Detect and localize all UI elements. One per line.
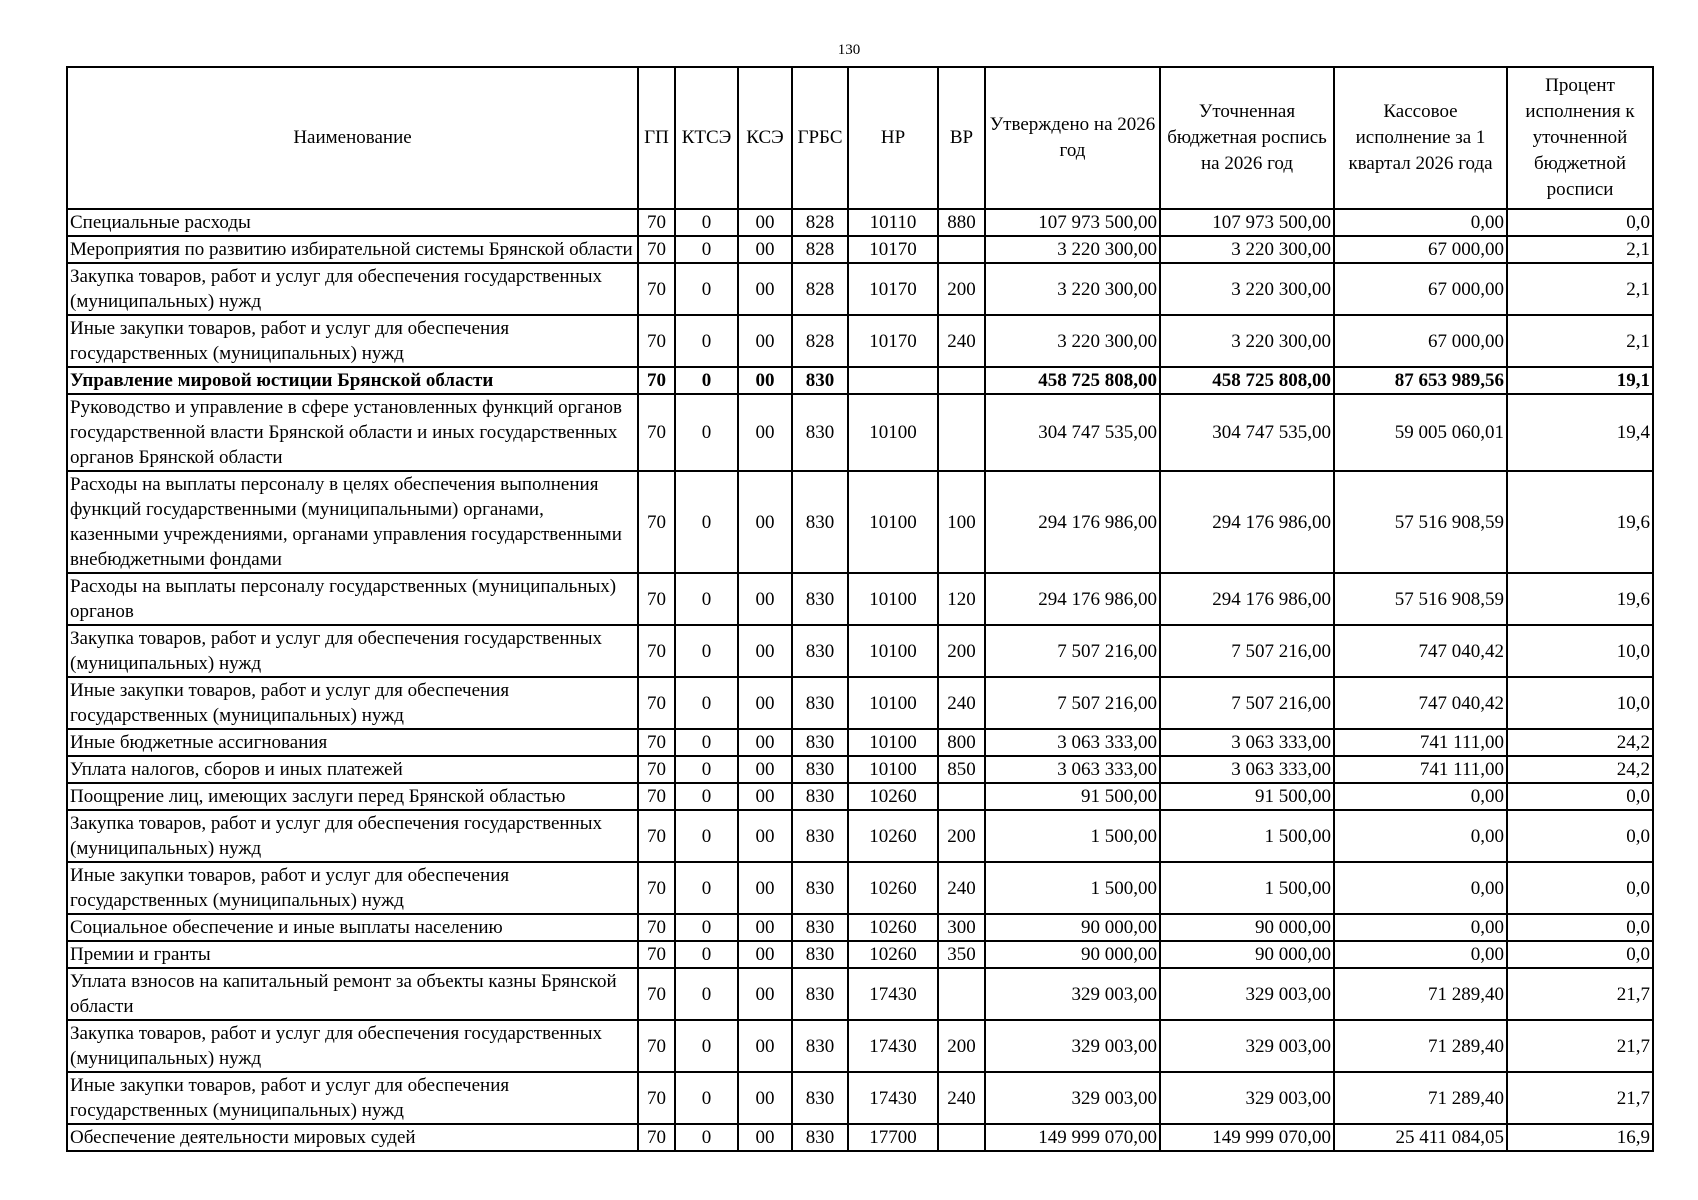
cell-vr: 850 bbox=[938, 756, 985, 783]
cell-name: Иные закупки товаров, работ и услуг для обеспечения государственных (муниципальных) нужд bbox=[67, 677, 638, 729]
cell-vr: 200 bbox=[938, 625, 985, 677]
cell-ktse: 0 bbox=[675, 729, 738, 756]
cell-name: Закупка товаров, работ и услуг для обеспечения государственных (муниципальных) нужд bbox=[67, 625, 638, 677]
cell-nr: 10170 bbox=[848, 315, 938, 367]
cell-vr bbox=[938, 968, 985, 1020]
cell-percent: 19,4 bbox=[1507, 394, 1653, 471]
cell-name: Премии и гранты bbox=[67, 941, 638, 968]
cell-gp: 70 bbox=[638, 783, 675, 810]
cell-ktse: 0 bbox=[675, 625, 738, 677]
cell-percent: 2,1 bbox=[1507, 263, 1653, 315]
cell-cash: 71 289,40 bbox=[1334, 1020, 1507, 1072]
table-row bbox=[67, 1020, 1653, 1072]
cell-kse: 00 bbox=[738, 756, 792, 783]
cell-grbs: 828 bbox=[792, 236, 848, 263]
cell-vr: 350 bbox=[938, 941, 985, 968]
cell-percent: 2,1 bbox=[1507, 236, 1653, 263]
cell-ktse: 0 bbox=[675, 677, 738, 729]
cell-kse: 00 bbox=[738, 471, 792, 573]
cell-percent: 0,0 bbox=[1507, 914, 1653, 941]
cell-vr: 200 bbox=[938, 810, 985, 862]
cell-grbs: 830 bbox=[792, 1124, 848, 1151]
cell-grbs: 830 bbox=[792, 471, 848, 573]
cell-nr: 10110 bbox=[848, 209, 938, 236]
cell-cash: 747 040,42 bbox=[1334, 677, 1507, 729]
cell-cash: 71 289,40 bbox=[1334, 968, 1507, 1020]
cell-nr: 10100 bbox=[848, 677, 938, 729]
cell-percent: 19,6 bbox=[1507, 573, 1653, 625]
table-row bbox=[67, 236, 1653, 263]
cell-kse: 00 bbox=[738, 367, 792, 394]
cell-nr: 10260 bbox=[848, 941, 938, 968]
cell-vr: 240 bbox=[938, 677, 985, 729]
cell-nr: 10260 bbox=[848, 862, 938, 914]
cell-vr: 300 bbox=[938, 914, 985, 941]
table-row bbox=[67, 471, 1653, 573]
cell-ktse: 0 bbox=[675, 263, 738, 315]
cell-percent: 21,7 bbox=[1507, 1020, 1653, 1072]
cell-percent: 24,2 bbox=[1507, 756, 1653, 783]
cell-kse: 00 bbox=[738, 1072, 792, 1124]
cell-name: Закупка товаров, работ и услуг для обеспечения государственных (муниципальных) нужд bbox=[67, 810, 638, 862]
cell-nr: 17700 bbox=[848, 1124, 938, 1151]
header-nr: НР bbox=[848, 67, 938, 209]
cell-kse: 00 bbox=[738, 862, 792, 914]
cell-refined: 7 507 216,00 bbox=[1160, 677, 1334, 729]
header-approved: Утверждено на 2026 год bbox=[985, 67, 1160, 209]
cell-gp: 70 bbox=[638, 263, 675, 315]
table-row bbox=[67, 677, 1653, 729]
cell-approved: 7 507 216,00 bbox=[985, 677, 1160, 729]
cell-vr bbox=[938, 367, 985, 394]
cell-approved: 3 220 300,00 bbox=[985, 315, 1160, 367]
cell-nr: 10260 bbox=[848, 914, 938, 941]
header-ktse: КТСЭ bbox=[675, 67, 738, 209]
cell-grbs: 830 bbox=[792, 394, 848, 471]
cell-grbs: 830 bbox=[792, 729, 848, 756]
cell-nr: 10100 bbox=[848, 394, 938, 471]
cell-nr: 10260 bbox=[848, 810, 938, 862]
header-cash: Кассовое исполнение за 1 квартал 2026 года bbox=[1334, 67, 1507, 209]
cell-vr: 240 bbox=[938, 862, 985, 914]
cell-gp: 70 bbox=[638, 1020, 675, 1072]
table-row bbox=[67, 573, 1653, 625]
cell-kse: 00 bbox=[738, 209, 792, 236]
cell-approved: 304 747 535,00 bbox=[985, 394, 1160, 471]
cell-approved: 91 500,00 bbox=[985, 783, 1160, 810]
cell-vr: 100 bbox=[938, 471, 985, 573]
cell-gp: 70 bbox=[638, 236, 675, 263]
table-row bbox=[67, 968, 1653, 1020]
cell-gp: 70 bbox=[638, 729, 675, 756]
cell-kse: 00 bbox=[738, 783, 792, 810]
cell-grbs: 828 bbox=[792, 263, 848, 315]
cell-approved: 107 973 500,00 bbox=[985, 209, 1160, 236]
cell-nr: 17430 bbox=[848, 968, 938, 1020]
cell-approved: 294 176 986,00 bbox=[985, 573, 1160, 625]
cell-grbs: 830 bbox=[792, 1072, 848, 1124]
cell-nr: 10100 bbox=[848, 573, 938, 625]
cell-nr: 10100 bbox=[848, 471, 938, 573]
table-row bbox=[67, 810, 1653, 862]
table-row bbox=[67, 941, 1653, 968]
cell-approved: 3 220 300,00 bbox=[985, 263, 1160, 315]
cell-name: Уплата взносов на капитальный ремонт за объекты казны Брянской области bbox=[67, 968, 638, 1020]
cell-approved: 329 003,00 bbox=[985, 968, 1160, 1020]
cell-approved: 7 507 216,00 bbox=[985, 625, 1160, 677]
cell-name: Социальное обеспечение и иные выплаты населению bbox=[67, 914, 638, 941]
cell-percent: 0,0 bbox=[1507, 783, 1653, 810]
cell-gp: 70 bbox=[638, 573, 675, 625]
cell-vr: 240 bbox=[938, 1072, 985, 1124]
table-row bbox=[67, 756, 1653, 783]
cell-vr: 880 bbox=[938, 209, 985, 236]
budget-table bbox=[66, 66, 1654, 1152]
cell-name: Иные закупки товаров, работ и услуг для обеспечения государственных (муниципальных) нужд bbox=[67, 315, 638, 367]
cell-vr: 240 bbox=[938, 315, 985, 367]
cell-percent: 0,0 bbox=[1507, 810, 1653, 862]
cell-kse: 00 bbox=[738, 236, 792, 263]
table-row bbox=[67, 1124, 1653, 1151]
cell-grbs: 830 bbox=[792, 810, 848, 862]
header-kse: КСЭ bbox=[738, 67, 792, 209]
header-name: Наименование bbox=[67, 67, 638, 209]
cell-nr: 17430 bbox=[848, 1072, 938, 1124]
page-number: 130 bbox=[837, 42, 861, 58]
cell-cash: 57 516 908,59 bbox=[1334, 573, 1507, 625]
cell-cash: 59 005 060,01 bbox=[1334, 394, 1507, 471]
cell-kse: 00 bbox=[738, 1020, 792, 1072]
cell-kse: 00 bbox=[738, 941, 792, 968]
cell-kse: 00 bbox=[738, 968, 792, 1020]
header-grbs: ГРБС bbox=[792, 67, 848, 209]
cell-vr bbox=[938, 236, 985, 263]
cell-name: Иные закупки товаров, работ и услуг для обеспечения государственных (муниципальных) нужд bbox=[67, 1072, 638, 1124]
header-vr: ВР bbox=[938, 67, 985, 209]
cell-refined: 3 063 333,00 bbox=[1160, 729, 1334, 756]
cell-cash: 0,00 bbox=[1334, 941, 1507, 968]
table-row bbox=[67, 1072, 1653, 1124]
cell-gp: 70 bbox=[638, 315, 675, 367]
cell-approved: 3 220 300,00 bbox=[985, 236, 1160, 263]
cell-cash: 741 111,00 bbox=[1334, 756, 1507, 783]
cell-refined: 90 000,00 bbox=[1160, 941, 1334, 968]
cell-percent: 19,6 bbox=[1507, 471, 1653, 573]
cell-cash: 0,00 bbox=[1334, 209, 1507, 236]
cell-kse: 00 bbox=[738, 914, 792, 941]
cell-refined: 294 176 986,00 bbox=[1160, 471, 1334, 573]
cell-gp: 70 bbox=[638, 394, 675, 471]
cell-gp: 70 bbox=[638, 862, 675, 914]
cell-grbs: 830 bbox=[792, 677, 848, 729]
cell-cash: 0,00 bbox=[1334, 783, 1507, 810]
cell-percent: 0,0 bbox=[1507, 209, 1653, 236]
cell-grbs: 830 bbox=[792, 756, 848, 783]
cell-cash: 67 000,00 bbox=[1334, 315, 1507, 367]
cell-ktse: 0 bbox=[675, 783, 738, 810]
cell-kse: 00 bbox=[738, 315, 792, 367]
header-refined: Уточненная бюджетная роспись на 2026 год bbox=[1160, 67, 1334, 209]
cell-name: Иные бюджетные ассигнования bbox=[67, 729, 638, 756]
table-header bbox=[67, 67, 1653, 209]
table-row bbox=[67, 783, 1653, 810]
cell-nr: 10100 bbox=[848, 625, 938, 677]
header-percent: Процент исполнения к уточненной бюджетной росписи bbox=[1507, 67, 1653, 209]
cell-approved: 1 500,00 bbox=[985, 862, 1160, 914]
cell-name: Расходы на выплаты персоналу в целях обеспечения выполнения функций государственными (муниципальными) органами, казенными учреждениями, органами управления государственными внебюджетными фондами bbox=[67, 471, 638, 573]
cell-cash: 0,00 bbox=[1334, 862, 1507, 914]
cell-grbs: 830 bbox=[792, 914, 848, 941]
cell-refined: 458 725 808,00 bbox=[1160, 367, 1334, 394]
cell-refined: 3 220 300,00 bbox=[1160, 263, 1334, 315]
cell-nr: 10100 bbox=[848, 756, 938, 783]
cell-kse: 00 bbox=[738, 729, 792, 756]
cell-nr: 10170 bbox=[848, 236, 938, 263]
cell-ktse: 0 bbox=[675, 1124, 738, 1151]
cell-nr bbox=[848, 367, 938, 394]
cell-approved: 458 725 808,00 bbox=[985, 367, 1160, 394]
cell-percent: 0,0 bbox=[1507, 941, 1653, 968]
cell-ktse: 0 bbox=[675, 968, 738, 1020]
cell-gp: 70 bbox=[638, 677, 675, 729]
cell-name: Закупка товаров, работ и услуг для обеспечения государственных (муниципальных) нужд bbox=[67, 263, 638, 315]
cell-refined: 329 003,00 bbox=[1160, 968, 1334, 1020]
table-row bbox=[67, 625, 1653, 677]
cell-ktse: 0 bbox=[675, 236, 738, 263]
cell-percent: 10,0 bbox=[1507, 625, 1653, 677]
cell-name: Расходы на выплаты персоналу государственных (муниципальных) органов bbox=[67, 573, 638, 625]
cell-gp: 70 bbox=[638, 968, 675, 1020]
cell-refined: 90 000,00 bbox=[1160, 914, 1334, 941]
cell-kse: 00 bbox=[738, 677, 792, 729]
cell-gp: 70 bbox=[638, 471, 675, 573]
cell-approved: 3 063 333,00 bbox=[985, 756, 1160, 783]
cell-ktse: 0 bbox=[675, 941, 738, 968]
cell-grbs: 830 bbox=[792, 968, 848, 1020]
cell-nr: 10100 bbox=[848, 729, 938, 756]
cell-percent: 2,1 bbox=[1507, 315, 1653, 367]
cell-ktse: 0 bbox=[675, 914, 738, 941]
cell-approved: 149 999 070,00 bbox=[985, 1124, 1160, 1151]
cell-name: Специальные расходы bbox=[67, 209, 638, 236]
table-row bbox=[67, 263, 1653, 315]
cell-gp: 70 bbox=[638, 810, 675, 862]
table-body bbox=[67, 209, 1653, 1151]
cell-ktse: 0 bbox=[675, 756, 738, 783]
cell-grbs: 830 bbox=[792, 625, 848, 677]
cell-approved: 1 500,00 bbox=[985, 810, 1160, 862]
cell-percent: 19,1 bbox=[1507, 367, 1653, 394]
cell-refined: 329 003,00 bbox=[1160, 1072, 1334, 1124]
cell-approved: 90 000,00 bbox=[985, 914, 1160, 941]
table-row bbox=[67, 914, 1653, 941]
cell-nr: 10260 bbox=[848, 783, 938, 810]
cell-grbs: 828 bbox=[792, 315, 848, 367]
cell-ktse: 0 bbox=[675, 1020, 738, 1072]
cell-refined: 294 176 986,00 bbox=[1160, 573, 1334, 625]
cell-gp: 70 bbox=[638, 1072, 675, 1124]
cell-refined: 329 003,00 bbox=[1160, 1020, 1334, 1072]
cell-refined: 3 063 333,00 bbox=[1160, 756, 1334, 783]
cell-gp: 70 bbox=[638, 209, 675, 236]
cell-cash: 67 000,00 bbox=[1334, 236, 1507, 263]
cell-kse: 00 bbox=[738, 1124, 792, 1151]
cell-refined: 304 747 535,00 bbox=[1160, 394, 1334, 471]
cell-cash: 67 000,00 bbox=[1334, 263, 1507, 315]
cell-kse: 00 bbox=[738, 573, 792, 625]
cell-ktse: 0 bbox=[675, 367, 738, 394]
cell-vr bbox=[938, 394, 985, 471]
cell-gp: 70 bbox=[638, 941, 675, 968]
cell-ktse: 0 bbox=[675, 862, 738, 914]
cell-grbs: 830 bbox=[792, 783, 848, 810]
cell-ktse: 0 bbox=[675, 1072, 738, 1124]
cell-name: Поощрение лиц, имеющих заслуги перед Брянской областью bbox=[67, 783, 638, 810]
cell-name: Мероприятия по развитию избирательной системы Брянской области bbox=[67, 236, 638, 263]
cell-refined: 107 973 500,00 bbox=[1160, 209, 1334, 236]
table-row bbox=[67, 315, 1653, 367]
cell-name: Управление мировой юстиции Брянской области bbox=[67, 367, 638, 394]
cell-ktse: 0 bbox=[675, 573, 738, 625]
cell-ktse: 0 bbox=[675, 471, 738, 573]
cell-refined: 91 500,00 bbox=[1160, 783, 1334, 810]
cell-gp: 70 bbox=[638, 1124, 675, 1151]
cell-name: Обеспечение деятельности мировых судей bbox=[67, 1124, 638, 1151]
cell-cash: 71 289,40 bbox=[1334, 1072, 1507, 1124]
cell-ktse: 0 bbox=[675, 315, 738, 367]
cell-cash: 87 653 989,56 bbox=[1334, 367, 1507, 394]
cell-gp: 70 bbox=[638, 756, 675, 783]
cell-grbs: 830 bbox=[792, 1020, 848, 1072]
table-row bbox=[67, 862, 1653, 914]
cell-nr: 17430 bbox=[848, 1020, 938, 1072]
cell-name: Закупка товаров, работ и услуг для обеспечения государственных (муниципальных) нужд bbox=[67, 1020, 638, 1072]
cell-approved: 294 176 986,00 bbox=[985, 471, 1160, 573]
cell-name: Иные закупки товаров, работ и услуг для обеспечения государственных (муниципальных) нужд bbox=[67, 862, 638, 914]
cell-cash: 57 516 908,59 bbox=[1334, 471, 1507, 573]
cell-gp: 70 bbox=[638, 914, 675, 941]
cell-refined: 3 220 300,00 bbox=[1160, 315, 1334, 367]
cell-kse: 00 bbox=[738, 263, 792, 315]
cell-vr: 200 bbox=[938, 1020, 985, 1072]
cell-grbs: 830 bbox=[792, 862, 848, 914]
cell-cash: 741 111,00 bbox=[1334, 729, 1507, 756]
cell-percent: 21,7 bbox=[1507, 968, 1653, 1020]
header-gp: ГП bbox=[638, 67, 675, 209]
cell-refined: 1 500,00 bbox=[1160, 810, 1334, 862]
cell-approved: 329 003,00 bbox=[985, 1072, 1160, 1124]
cell-vr bbox=[938, 783, 985, 810]
cell-grbs: 830 bbox=[792, 573, 848, 625]
cell-approved: 90 000,00 bbox=[985, 941, 1160, 968]
cell-percent: 21,7 bbox=[1507, 1072, 1653, 1124]
cell-kse: 00 bbox=[738, 394, 792, 471]
cell-refined: 3 220 300,00 bbox=[1160, 236, 1334, 263]
cell-approved: 3 063 333,00 bbox=[985, 729, 1160, 756]
cell-name: Уплата налогов, сборов и иных платежей bbox=[67, 756, 638, 783]
cell-vr: 200 bbox=[938, 263, 985, 315]
cell-approved: 329 003,00 bbox=[985, 1020, 1160, 1072]
cell-vr: 120 bbox=[938, 573, 985, 625]
cell-vr bbox=[938, 1124, 985, 1151]
cell-percent: 24,2 bbox=[1507, 729, 1653, 756]
table-row bbox=[67, 209, 1653, 236]
cell-percent: 16,9 bbox=[1507, 1124, 1653, 1151]
table-row bbox=[67, 729, 1653, 756]
cell-percent: 0,0 bbox=[1507, 862, 1653, 914]
cell-ktse: 0 bbox=[675, 209, 738, 236]
table-row bbox=[67, 367, 1653, 394]
table-row bbox=[67, 394, 1653, 471]
cell-grbs: 828 bbox=[792, 209, 848, 236]
cell-percent: 10,0 bbox=[1507, 677, 1653, 729]
cell-ktse: 0 bbox=[675, 394, 738, 471]
cell-cash: 0,00 bbox=[1334, 810, 1507, 862]
cell-kse: 00 bbox=[738, 810, 792, 862]
cell-vr: 800 bbox=[938, 729, 985, 756]
cell-nr: 10170 bbox=[848, 263, 938, 315]
cell-gp: 70 bbox=[638, 625, 675, 677]
cell-cash: 0,00 bbox=[1334, 914, 1507, 941]
cell-cash: 25 411 084,05 bbox=[1334, 1124, 1507, 1151]
cell-ktse: 0 bbox=[675, 810, 738, 862]
cell-grbs: 830 bbox=[792, 367, 848, 394]
cell-kse: 00 bbox=[738, 625, 792, 677]
cell-name: Руководство и управление в сфере установленных функций органов государственной власти Брянской области и иных государственных органов Брянской области bbox=[67, 394, 638, 471]
cell-gp: 70 bbox=[638, 367, 675, 394]
cell-refined: 1 500,00 bbox=[1160, 862, 1334, 914]
cell-cash: 747 040,42 bbox=[1334, 625, 1507, 677]
cell-refined: 7 507 216,00 bbox=[1160, 625, 1334, 677]
cell-grbs: 830 bbox=[792, 941, 848, 968]
cell-refined: 149 999 070,00 bbox=[1160, 1124, 1334, 1151]
